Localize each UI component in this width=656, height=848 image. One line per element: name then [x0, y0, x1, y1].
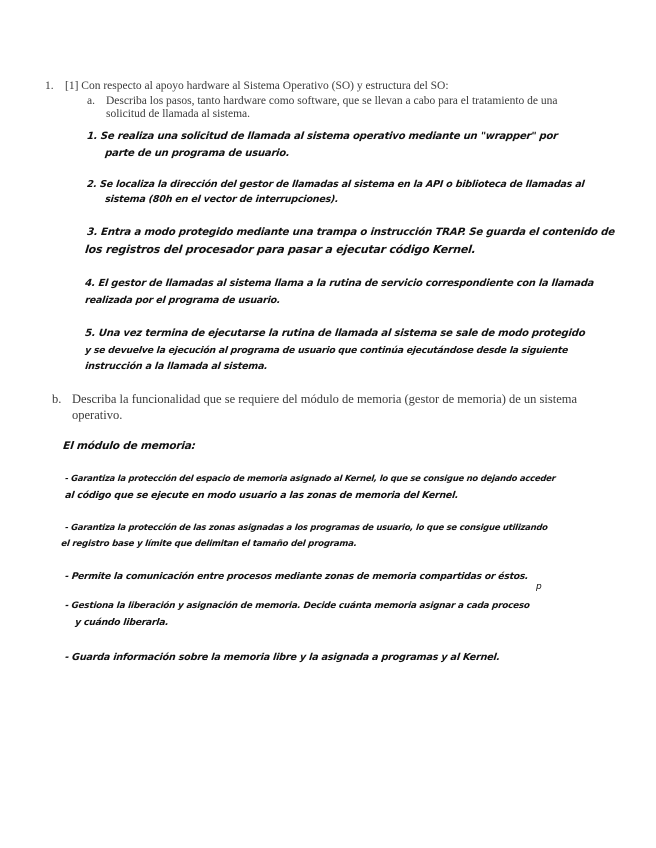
answer-b-item-2-line2: el registro base y límite que delimitan el tamaño del programa.	[60, 539, 358, 549]
answer-a-item-2-line1: 2. Se localiza la dirección del gestor de llamadas al sistema en la API o biblioteca de llamadas al	[86, 179, 586, 190]
answer-a-item-3-line2: los registros del procesador para pasar a ejecutar código Kernel.	[84, 243, 477, 256]
part-a-text-line1: Describa los pasos, tanto hardware como software, que se llevan a cabo para el tratamiento de una	[106, 95, 558, 107]
answer-b-item-5-line1: - Guarda información sobre la memoria libre y la asignada a programas y al Kernel.	[64, 652, 501, 663]
part-b-text-line1: Describa la funcionalidad que se requiere del módulo de memoria (gestor de memoria) de un sistema	[72, 392, 578, 406]
answer-b-item-3-line1: - Permite la comunicación entre procesos mediante zonas de memoria compartidas or éstos.	[64, 571, 529, 582]
answer-b-item-1-line1: - Garantiza la protección del espacio de memoria asignado al Kernel, lo que se consigue no dejando acceder	[64, 473, 557, 483]
question-text: [1] Con respecto al apoyo hardware al Sistema Operativo (SO) y estructura del SO:	[65, 80, 449, 92]
answer-a-item-5-line1: 5. Una vez termina de ejecutarse la rutina de llamada al sistema se sale de modo protegido	[84, 328, 586, 339]
insertion-mark: p	[536, 582, 542, 592]
answer-b-item-2-line1: - Garantiza la protección de las zonas asignadas a los programas de usuario, lo que se consigue utilizando	[64, 522, 549, 532]
answer-b-item-4-line1: - Gestiona la liberación y asignación de memoria. Decide cuánta memoria asignar a cada proceso	[64, 601, 531, 611]
answer-a-item-5-line3: instrucción a la llamada al sistema.	[84, 361, 269, 372]
answer-a-item-4-line2: realizada por el programa de usuario.	[84, 295, 281, 306]
question-number: 1.	[45, 80, 54, 92]
answer-a-item-1-line2: parte de un programa de usuario.	[104, 148, 291, 159]
answer-a-item-3-line1: 3. Entra a modo protegido mediante una trampa o instrucción TRAP. Se guarda el contenido de	[86, 227, 616, 238]
answer-a-item-1-line1: 1. Se realiza una solicitud de llamada al sistema operativo mediante un "wrapper" por	[86, 131, 559, 142]
answer-b-item-4-line2: y cuándo liberarla.	[74, 617, 170, 628]
part-b-text-line2: operativo.	[72, 408, 123, 422]
answer-a-item-2-line2: sistema (80h en el vector de interrupciones).	[104, 194, 340, 205]
part-a-label: a.	[87, 95, 95, 107]
part-a-text-line2: solicitud de llamada al sistema.	[106, 108, 251, 120]
answer-a-item-4-line1: 4. El gestor de llamadas al sistema llama a la rutina de servicio correspondiente con la llamada	[84, 278, 595, 289]
answer-b-item-1-line2: al código que se ejecute en modo usuario a las zonas de memoria del Kernel.	[64, 490, 459, 501]
answer-b-heading: El módulo de memoria:	[62, 440, 197, 452]
part-b-label: b.	[52, 392, 62, 406]
answer-a-item-5-line2: y se devuelve la ejecución al programa de usuario que continúa ejecutándose desde la siguiente	[84, 345, 569, 356]
